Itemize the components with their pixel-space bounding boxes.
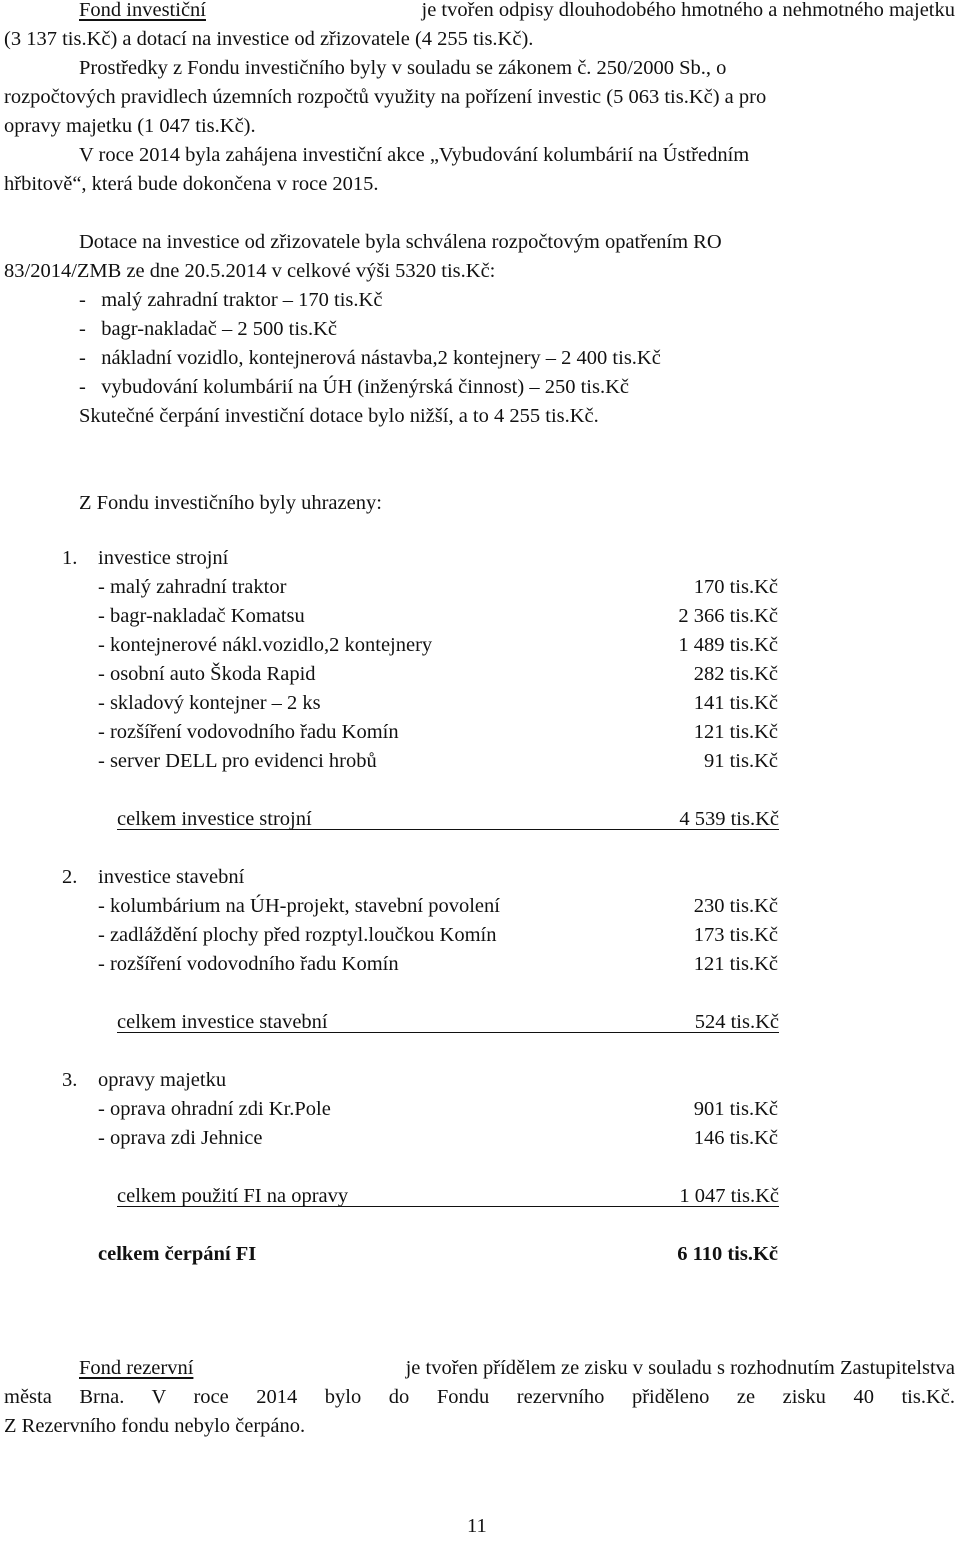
section-2-number: 2. <box>62 866 78 888</box>
expense-item-label: - bagr-nakladač Komatsu <box>98 605 305 627</box>
fi-paragraph-line-3: Prostředky z Fondu investičního byly v souladu se zákonem č. 250/2000 Sb., o <box>79 57 727 79</box>
dotace-list-item: - vybudování kolumbárií na ÚH (inženýrská činnost) – 250 tis.Kč <box>79 376 629 398</box>
fi-paragraph-line-7: hřbitově“, která bude dokončena v roce 2015. <box>4 173 379 195</box>
section-1-total-amount: 4 539 tis.Kč <box>679 808 779 830</box>
dotace-paragraph-summary: Skutečné čerpání investiční dotace bylo nižší, a to 4 255 tis.Kč. <box>79 405 599 427</box>
section-1-total-label: celkem investice strojní <box>117 808 312 830</box>
dotace-list-item: - nákladní vozidlo, kontejnerová nástavba,2 kontejnery – 2 400 tis.Kč <box>79 347 661 369</box>
section-1-total-row <box>117 805 779 834</box>
section-3-total-label: celkem použití FI na opravy <box>117 1185 349 1207</box>
section-3-title: opravy majetku <box>98 1069 227 1091</box>
section-3-number: 3. <box>62 1069 78 1091</box>
grand-total-amount: 6 110 tis.Kč <box>677 1243 778 1265</box>
dotace-list-item: - malý zahradní traktor – 170 tis.Kč <box>79 289 383 311</box>
expense-item-label: - oprava zdi Jehnice <box>98 1127 263 1149</box>
expense-item-amount: 121 tis.Kč <box>693 953 778 975</box>
expense-item-amount: 173 tis.Kč <box>693 924 778 946</box>
section-2-total-amount: 524 tis.Kč <box>694 1011 779 1033</box>
expense-item-amount: 121 tis.Kč <box>693 721 778 743</box>
fi-paragraph-line-4: rozpočtových pravidlech územních rozpočtů využity na pořízení investic (5 063 tis.Kč) a pro <box>4 86 767 108</box>
fi-paragraph-line-1: Fond investiční je tvořen odpisy dlouhodobého hmotného a nehmotného majetku <box>79 0 955 25</box>
dotace-paragraph-line-2: 83/2014/ZMB ze dne 20.5.2014 v celkové výši 5320 tis.Kč: <box>4 260 496 282</box>
fi-paragraph-line-6: V roce 2014 byla zahájena investiční akce „Vybudování kolumbárií na Ústředním <box>79 144 750 166</box>
expense-item-label: - kolumbárium na ÚH-projekt, stavební povolení <box>98 895 500 917</box>
expense-item-amount: 1 489 tis.Kč <box>678 634 778 656</box>
expense-item-label: - malý zahradní traktor <box>98 576 287 598</box>
expense-item-amount: 146 tis.Kč <box>693 1127 778 1149</box>
fr-paragraph-line-2: města Brna. V roce 2014 bylo do Fondu rezervního přiděleno ze zisku 40 tis.Kč. <box>4 1386 955 1408</box>
fr-paragraph-line-1: Fond rezervní je tvořen přídělem ze zisku v souladu s rozhodnutím Zastupitelstva <box>79 1354 955 1383</box>
expense-item-label: - rozšíření vodovodního řadu Komín <box>98 721 399 743</box>
expense-item-amount: 901 tis.Kč <box>693 1098 778 1120</box>
expense-item-amount: 282 tis.Kč <box>693 663 778 685</box>
section-2-title: investice stavební <box>98 866 245 888</box>
expense-item-label: - skladový kontejner – 2 ks <box>98 692 321 714</box>
expense-item-label: - rozšíření vodovodního řadu Komín <box>98 953 399 975</box>
fi-paragraph-line-2: (3 137 tis.Kč) a dotací na investice od zřizovatele (4 255 tis.Kč). <box>4 28 534 50</box>
expense-item-amount: 91 tis.Kč <box>703 750 778 772</box>
expense-item-amount: 2 366 tis.Kč <box>678 605 778 627</box>
section-3-total-row <box>117 1182 779 1211</box>
section-1-number: 1. <box>62 547 78 569</box>
section-2-total-row <box>117 1008 779 1037</box>
expense-item-label: - osobní auto Škoda Rapid <box>98 663 316 685</box>
expense-item-label: - kontejnerové nákl.vozidlo,2 kontejnery <box>98 634 433 656</box>
section-2-total-label: celkem investice stavební <box>117 1011 328 1033</box>
page-number: 11 <box>467 1515 487 1537</box>
expense-item-label: - server DELL pro evidenci hrobů <box>98 750 377 772</box>
expense-item-amount: 230 tis.Kč <box>693 895 778 917</box>
fr-paragraph-line-3: Z Rezervního fondu nebylo čerpáno. <box>4 1415 306 1437</box>
grand-total-label: celkem čerpání FI <box>98 1243 257 1265</box>
dotace-paragraph-line-1: Dotace na investice od zřizovatele byla schválena rozpočtovým opatřením RO <box>79 231 722 253</box>
expense-item-amount: 170 tis.Kč <box>693 576 778 598</box>
fond-investicni-term: Fond investiční <box>79 0 206 21</box>
section-1-title: investice strojní <box>98 547 229 569</box>
expense-item-amount: 141 tis.Kč <box>693 692 778 714</box>
expense-item-label: - oprava ohradní zdi Kr.Pole <box>98 1098 331 1120</box>
fi-paragraph-line-5: opravy majetku (1 047 tis.Kč). <box>4 115 256 137</box>
dotace-list-item: - bagr-nakladač – 2 500 tis.Kč <box>79 318 338 340</box>
fond-rezervni-term: Fond rezervní <box>79 1357 194 1379</box>
fi-usage-heading: Z Fondu investičního byly uhrazeny: <box>79 492 382 514</box>
section-3-total-amount: 1 047 tis.Kč <box>679 1185 779 1207</box>
expense-item-label: - zadláždění plochy před rozptyl.loučkou Komín <box>98 924 497 946</box>
